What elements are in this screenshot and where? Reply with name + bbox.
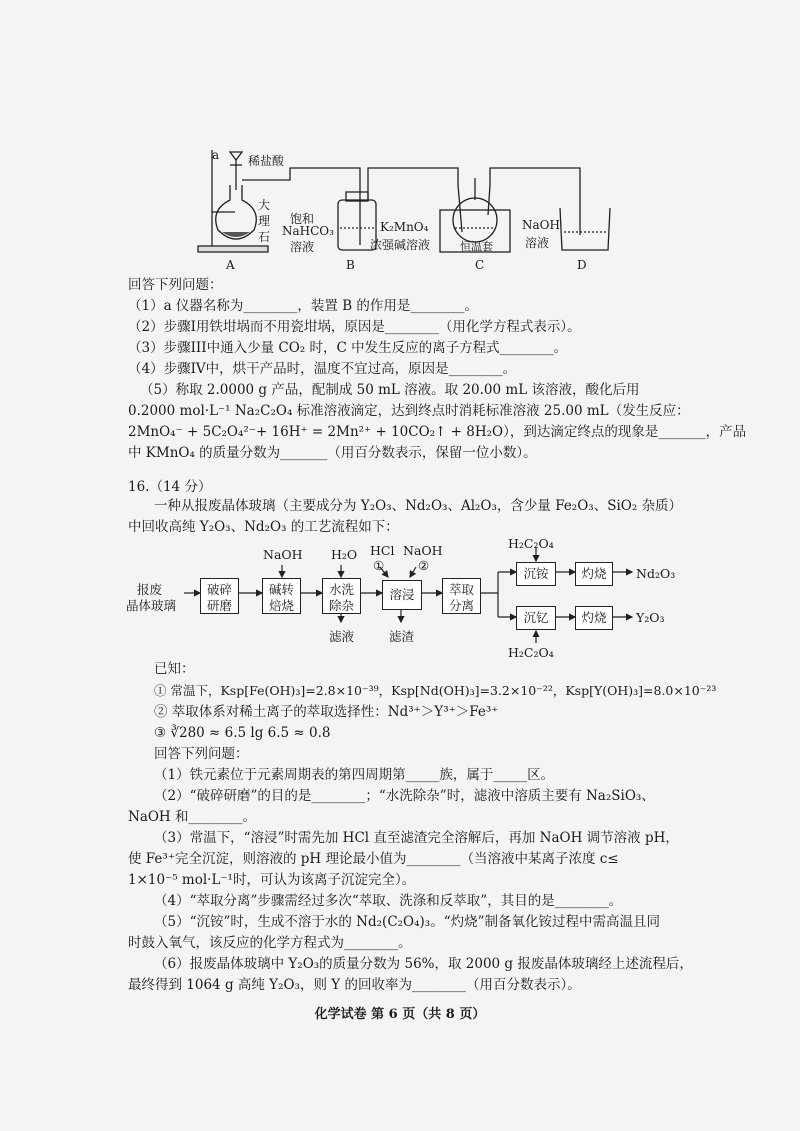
label-b-2: NaHCO₃	[282, 224, 334, 238]
q16-a4: （4）“萃取分离”步骤需经过多次“萃取、洗涤和反萃取”，其目的是________。	[154, 893, 623, 909]
flow-h2o: H₂O	[331, 547, 358, 562]
label-marble-1: 大	[258, 198, 271, 212]
flow-naoh-2: NaOH	[403, 543, 443, 558]
q15-p5d: 中 KMnO₄ 的质量分数为_______（用百分数表示，保留一位小数）。	[128, 445, 537, 461]
flow-box-y-precip: 沉钇	[516, 606, 556, 630]
q15-p4: （4）步骤IV中，烘干产品时，温度不宜过高，原因是________。	[128, 361, 517, 377]
flow-box-wash: 水洗 除杂	[322, 578, 361, 614]
letter-c: C	[475, 258, 485, 272]
q16-k3: ③ ∛280 ≈ 6.5 lg 6.5 ≈ 0.8	[154, 725, 331, 741]
q15-p2: （2）步骤I用铁坩埚而不用瓷坩埚，原因是________（用化学方程式表示）。	[128, 319, 581, 335]
label-bath: 恒温套	[460, 240, 493, 253]
label-d-2: 溶液	[525, 236, 550, 250]
q15-intro: 回答下列问题：	[128, 277, 223, 293]
page-footer: 化学试卷 第 6 页（共 8 页）	[314, 1007, 486, 1022]
q16-a1: （1）铁元素位于元素周期表的第四周期第_____族，属于_____区。	[154, 767, 555, 783]
q16-intro2: 中回收高纯 Y₂O₃、Nd₂O₃ 的工艺流程如下：	[128, 519, 399, 535]
label-acid: 稀盐酸	[248, 154, 285, 168]
flow-box-crush: 破碎 研磨	[200, 578, 239, 614]
label-c-1: K₂MnO₄	[380, 220, 429, 234]
q16-k1: ① 常温下，Ksp[Fe(OH)₃]=2.8×10⁻³⁹，Ksp[Nd(OH)₃]=3.2×10⁻²²，Ksp[Y(OH)₃]=8.0×10⁻²³	[154, 683, 717, 698]
flow-hcl: HCl	[370, 543, 395, 558]
q15-p3: （3）步骤III中通入少量 CO₂ 时，C 中发生反应的离子方程式________。	[128, 340, 568, 356]
q16-head: 16.（14 分）	[128, 479, 212, 495]
flow-product-y: Y₂O₃	[636, 610, 665, 625]
q16-a5b: 时鼓入氧气，该反应的化学方程式为________。	[128, 935, 412, 951]
q16-a6a: （6）报废晶体玻璃中 Y₂O₃的质量分数为 56%，取 2000 g 报废晶体玻璃经上述流程后，	[154, 956, 693, 972]
flow-circ-2: ②	[418, 558, 430, 573]
flow-h2c2o4-bottom: H₂C₂O₄	[508, 645, 554, 660]
flow-box-nd-precip: 沉铵	[516, 562, 556, 586]
flow-h2c2o4-top: H₂C₂O₄	[508, 536, 554, 551]
letter-a: A	[226, 258, 235, 272]
q15-p1: （1）a 仪器名称为________，装置 B 的作用是________。	[128, 298, 478, 314]
flow-start-2: 晶体玻璃	[126, 598, 177, 613]
q15-p5c: 2MnO₄⁻ + 5C₂O₄²⁻+ 16H⁺ = 2Mn²⁺ + 10CO₂↑ + 8H₂O），到达滴定终点的现象是_______，产品	[128, 424, 747, 440]
q16-a5a: （5）“沉铵”时，生成不溶于水的 Nd₂(C₂O₄)₃。“灼烧”制备氧化铵过程中需高温且同	[154, 914, 661, 930]
q16-a2b: NaOH 和________。	[128, 809, 256, 825]
flow-box-calcine-2: 灼烧	[575, 606, 613, 630]
flow-circ-1: ①	[373, 558, 385, 573]
q16-a3c: 1×10⁻⁵ mol·L⁻¹时，可认为该离子沉淀完全）。	[128, 872, 416, 888]
q16-k2: ② 萃取体系对稀土离子的萃取选择性：Nd³⁺＞Y³⁺＞Fe³⁺	[154, 704, 499, 720]
flow-naoh-1: NaOH	[263, 547, 303, 562]
flow-box-roast: 碱转 焙烧	[262, 578, 301, 614]
flow-box-calcine-1: 灼烧	[575, 562, 613, 586]
flow-box-extract: 萃取 分离	[442, 578, 481, 614]
letter-d: D	[577, 258, 587, 272]
q16-known: 已知：	[154, 661, 195, 677]
q16-a3a: （3）常温下，“溶浸”时需先加 HCl 直至滤渣完全溶解后，再加 NaOH 调节溶液 pH，	[154, 830, 679, 846]
label-d-1: NaOH	[522, 218, 560, 232]
flow-filtrate: 滤液	[329, 629, 355, 644]
q16-intro1: 一种从报废晶体玻璃（主要成分为 Y₂O₃、Nd₂O₃、Al₂O₃，含少量 Fe₂O₃、SiO₂ 杂质）	[154, 498, 683, 514]
label-marble-2: 理	[258, 214, 271, 228]
q16-a2a: （2）“破碎研磨”的目的是________；“水洗除杂”时，滤液中溶质主要有 Na₂SiO₃、	[154, 788, 655, 804]
q15-p5a: （5）称取 2.0000 g 产品，配制成 50 mL 溶液。取 20.00 mL 该溶液，酸化后用	[140, 382, 640, 398]
label-b-1: 饱和	[290, 212, 315, 226]
label-marble-3: 石	[258, 230, 271, 244]
flow-residue: 滤渣	[389, 629, 415, 644]
label-c-2: 浓强碱溶液	[370, 238, 431, 252]
label-a: a	[212, 148, 220, 162]
flow-product-nd: Nd₂O₃	[636, 566, 676, 581]
q16-answer-intro: 回答下列问题：	[154, 746, 249, 762]
flow-start-1: 报废	[137, 582, 163, 597]
q16-a3b: 使 Fe³⁺完全沉淀，则溶液的 pH 理论最小值为________（当溶液中某离子浓度 c≤	[128, 851, 619, 867]
flow-box-leach: 溶浸	[382, 580, 422, 610]
q15-p5b: 0.2000 mol·L⁻¹ Na₂C₂O₄ 标准溶液滴定，达到终点时消耗标准溶液 25.00 mL（发生反应：	[128, 403, 690, 419]
letter-b: B	[346, 258, 355, 272]
label-b-3: 溶液	[290, 240, 315, 254]
q16-a6b: 最终得到 1064 g 高纯 Y₂O₃，则 Y 的回收率为________（用百分数表示）。	[128, 977, 581, 993]
